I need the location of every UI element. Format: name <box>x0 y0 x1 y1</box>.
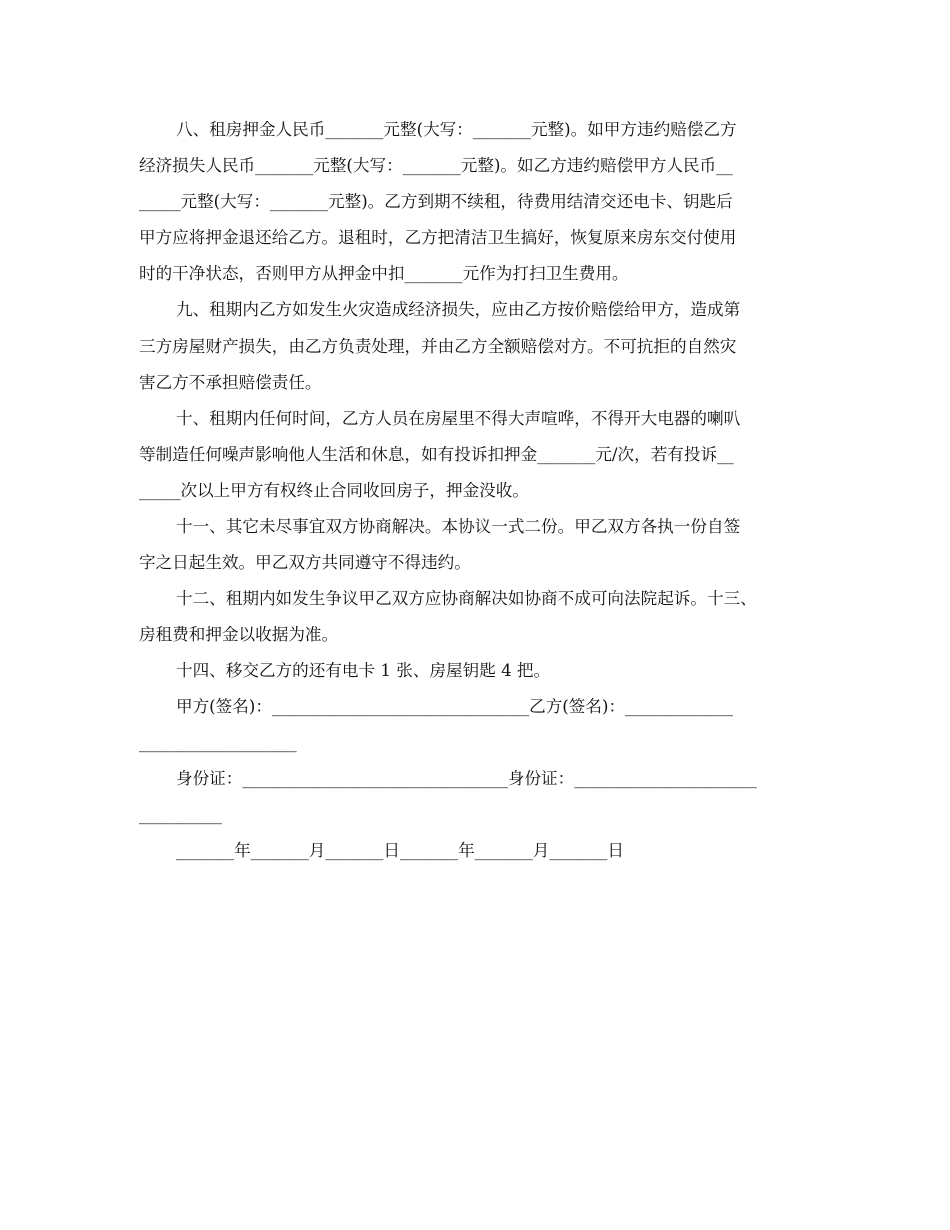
clause-14-line: 十四、移交乙方的还有电卡 1 张、房屋钥匙 4 把。 <box>176 661 551 680</box>
clause-12-line-1: 十二、租期内如发生争议甲乙双方应协商解决如协商不成可向法院起诉。十三、 <box>176 589 757 608</box>
clause-11-line-2: 字之日起生效。甲乙双方共同遵守不得违约。 <box>139 553 471 572</box>
clause-11-line-1: 十一、其它未尽事宜双方协商解决。本协议一式二份。甲乙双方各执一份自签 <box>176 517 741 536</box>
clause-10-line-3: _____次以上甲方有权终止合同收回房子，押金没收。 <box>139 481 529 500</box>
clause-8-line-5: 时的干净状态，否则甲方从押金中扣_______元作为打扫卫生费用。 <box>139 264 629 283</box>
signature-line: 甲方(签名)：_______________________________乙方(签名)：_____________ <box>176 697 733 716</box>
clause-10-line-1: 十、租期内任何时间，乙方人员在房屋里不得大声喧哗，不得开大电器的喇叭 <box>176 409 741 428</box>
clause-8-line-4: 甲方应将押金退还给乙方。退租时，乙方把清洁卫生搞好，恢复原来房东交付使用 <box>139 228 737 247</box>
clause-10-line-2: 等制造任何噪声影响他人生活和休息，如有投诉扣押金_______元/次，若有投诉__ <box>139 445 734 464</box>
clause-9-line-1: 九、租期内乙方如发生火灾造成经济损失，应由乙方按价赔偿给甲方，造成第 <box>176 300 741 319</box>
signature-line-continued: ___________________ <box>139 733 297 752</box>
date-line: _______年_______月_______日_______年_______月_______日 <box>176 841 625 860</box>
clause-9-line-3: 害乙方不承担赔偿责任。 <box>139 373 322 392</box>
id-card-line-continued: __________ <box>139 805 222 824</box>
clause-8-line-3: _____元整(大写：_______元整)。乙方到期不续租，待费用结清交还电卡、钥匙后 <box>139 192 733 211</box>
clause-8-line-1: 八、租房押金人民币_______元整(大写：_______元整)。如甲方违约赔偿乙方 <box>176 120 737 139</box>
id-card-line: 身份证：________________________________身份证：______________________ <box>176 769 757 788</box>
clause-9-line-2: 三方房屋财产损失，由乙方负责处理，并由乙方全额赔偿对方。不可抗拒的自然灾 <box>139 337 737 356</box>
clause-12-line-2: 房租费和押金以收据为准。 <box>139 625 339 644</box>
clause-8-line-2: 经济损失人民币_______元整(大写：_______元整)。如乙方违约赔偿甲方人民币__ <box>139 156 733 175</box>
